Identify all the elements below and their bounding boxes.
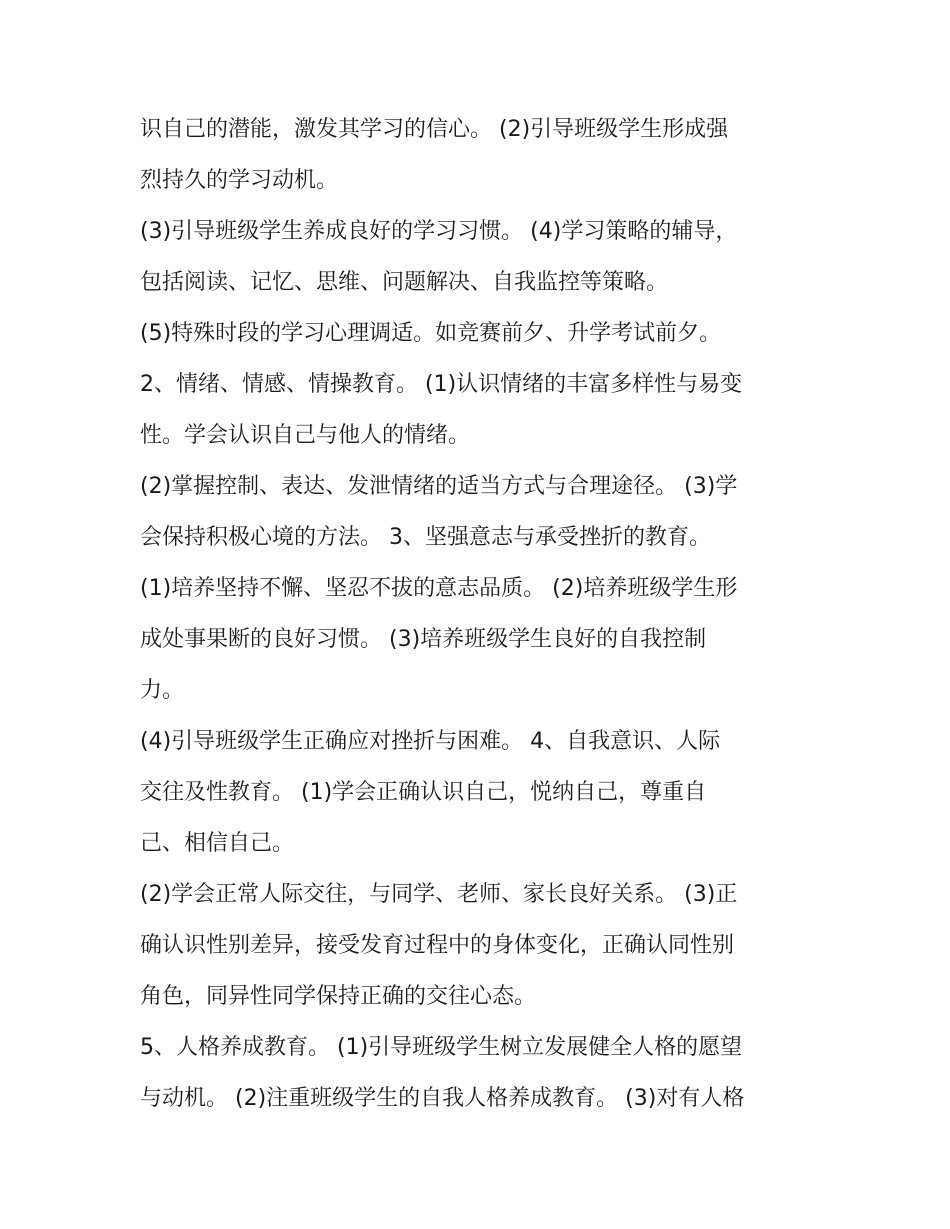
text-line: (5)特殊时段的学习心理调适。如竞赛前夕、升学考试前夕。: [140, 321, 722, 346]
text-line: 烈持久的学习动机。: [140, 168, 339, 193]
text-line: 会保持积极心境的方法。 3、坚强意志与承受挫折的教育。: [140, 525, 711, 550]
text-line: 力。: [140, 678, 185, 703]
text-line: (3)引导班级学生养成良好的学习习惯。 (4)学习策略的辅导，: [140, 219, 738, 244]
text-line: 确认识性别差异，接受发育过程中的身体变化，正确认同性别: [140, 933, 735, 958]
text-line: 己、相信自己。: [140, 831, 295, 856]
text-line: 性。学会认识自己与他人的情绪。: [140, 423, 471, 448]
text-line: (2)掌握控制、表达、发泄情绪的适当方式与合理途径。 (3)学: [140, 474, 738, 499]
text-line: 交往及性教育。 (1)学会正确认识自己，悦纳自己，尊重自: [140, 780, 707, 805]
text-line: (4)引导班级学生正确应对挫折与困难。 4、自我意识、人际: [140, 729, 721, 754]
text-line: 5、人格养成教育。 (1)引导班级学生树立发展健全人格的愿望: [140, 1035, 743, 1060]
text-line: 与动机。 (2)注重班级学生的自我人格养成教育。 (3)对有人格: [140, 1086, 745, 1111]
text-line: (1)培养坚持不懈、坚忍不拔的意志品质。 (2)培养班级学生形: [140, 576, 738, 601]
text-line: 角色，同异性同学保持正确的交往心态。: [140, 984, 537, 1009]
text-line: 2、情绪、情感、情操教育。 (1)认识情绪的丰富多样性与易变: [140, 372, 743, 397]
text-line: (2)学会正常人际交往，与同学、老师、家长良好关系。 (3)正: [140, 882, 738, 907]
text-line: 识自己的潜能，激发其学习的信心。 (2)引导班级学生形成强: [140, 117, 729, 142]
text-line: 成处事果断的良好习惯。 (3)培养班级学生良好的自我控制: [140, 627, 707, 652]
body-text: [140, 104, 830, 1124]
text-line: 包括阅读、记忆、思维、问题解决、自我监控等策略。: [140, 270, 669, 295]
